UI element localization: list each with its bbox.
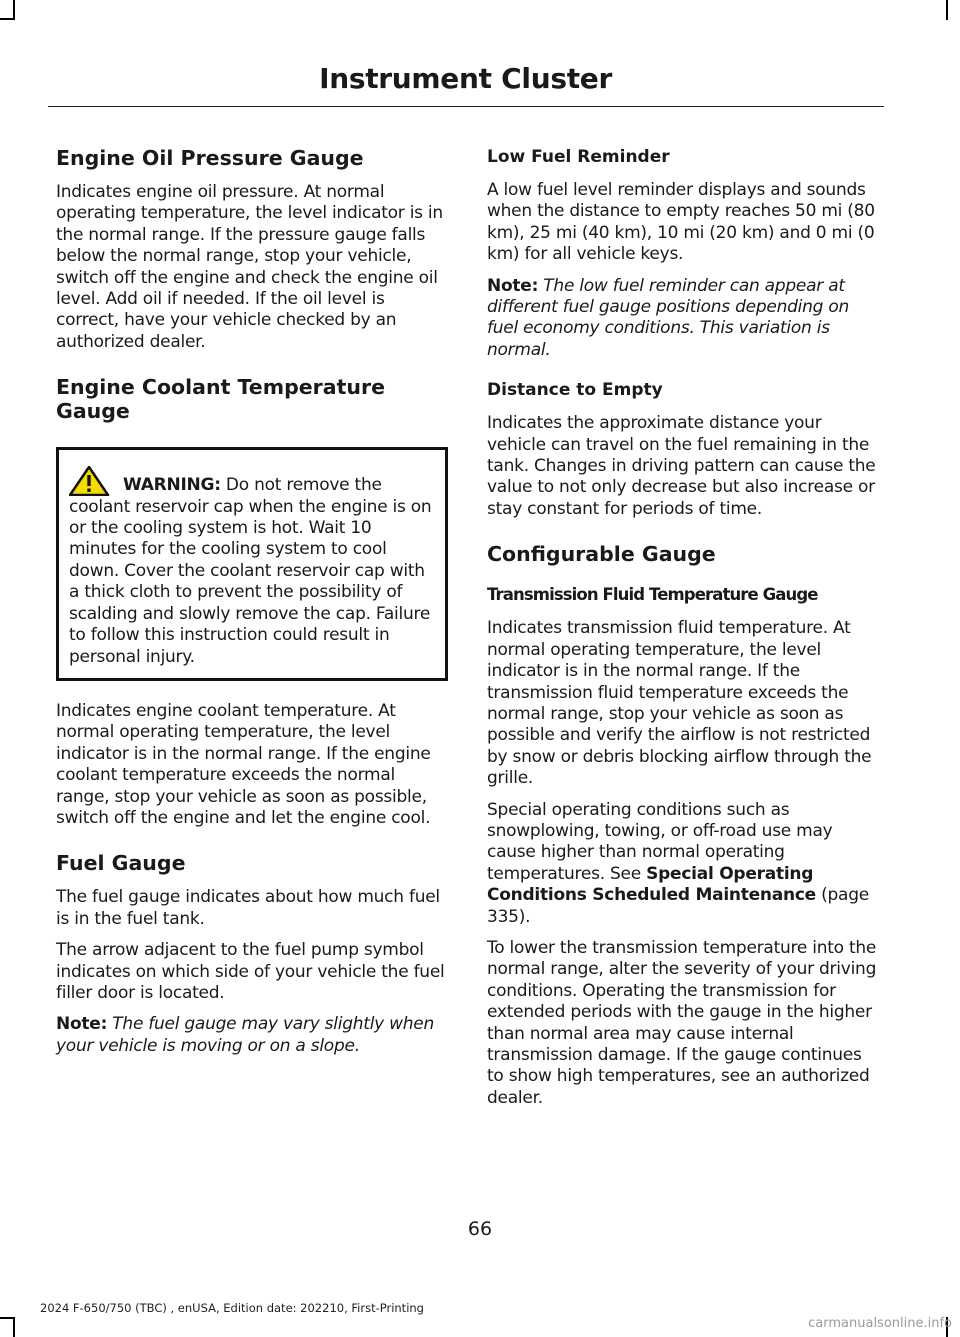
- warning-label: WARNING:: [123, 475, 221, 496]
- low-fuel-note: [487, 276, 883, 362]
- transmission-fluid-heading: Transmission Fluid Temperature Gauge: [487, 585, 818, 605]
- crop-mark: [946, 0, 948, 20]
- special-conditions-intro: Special operating conditions such as snowplowing, towing, or off-road use may cause higher than normal operating temperatures. See: [487, 799, 833, 884]
- oil-pressure-heading: Engine Oil Pressure Gauge: [56, 146, 364, 170]
- watermark: carmanualsonline.info: [808, 1316, 952, 1331]
- transmission-fluid-text-3: To lower the transmission temperature into the normal range, alter the severity of your driving conditions. Operating the transmission for extended periods with the gauge in the higher than normal area may cause internal transmission damage. If the gauge continues to show high temperatures, see an authorized dealer.: [487, 937, 877, 1108]
- header-divider: [48, 106, 884, 107]
- low-fuel-heading: Low Fuel Reminder: [487, 147, 670, 167]
- crop-mark: [0, 1317, 15, 1319]
- crop-mark: [0, 18, 15, 20]
- note-label: Note:: [487, 275, 539, 296]
- footer-edition: 2024 F-650/750 (TBC) , enUSA, Edition date: 202210, First-Printing: [40, 1301, 424, 1315]
- right-column: [487, 146, 883, 1119]
- oil-pressure-text: Indicates engine oil pressure. At normal operating temperature, the level indicator is in the normal range. If the pressure gauge falls below the normal range, stop your vehicle, switch off the engine and check the engine oil level. Add oil if needed. If the oil level is correct, have your vehicle checked by an authorized dealer.: [56, 182, 443, 352]
- warning-text: Do not remove the coolant reservoir cap when the engine is on or the cooling system is hot. Wait 10 minutes for the cooling system to cool down. Cover the coolant reservoir cap with a thick cloth to prevent the possibility of scalding and slowly remove the cap. Failure to follow this instruction could result in personal injury.: [69, 475, 432, 667]
- fuel-gauge-text-1: The fuel gauge indicates about how much fuel is in the fuel tank.: [56, 887, 440, 929]
- page-reference: (page 335).: [487, 885, 869, 927]
- fuel-gauge-note: [56, 1014, 448, 1057]
- crop-mark: [13, 0, 15, 20]
- special-conditions-link[interactable]: Special Operating Conditions Scheduled Maintenance: [487, 863, 816, 906]
- coolant-text: Indicates engine coolant temperature. At normal operating temperature, the level indicator is in the normal range. If the engine coolant temperature exceeds the normal range, stop your vehicle as soon as possible, switch off the engine and let the engine cool.: [56, 700, 431, 828]
- distance-to-empty-text: Indicates the approximate distance your vehicle can travel on the fuel remaining in the tank. Changes in driving pattern can cause the value to not only decrease but also increase or stay constant for periods of time.: [487, 413, 876, 519]
- note-label: Note:: [56, 1014, 108, 1035]
- page-number: 66: [467, 1218, 493, 1240]
- transmission-fluid-text-2: [487, 800, 883, 928]
- transmission-fluid-text-1: Indicates transmission fluid temperature. At normal operating temperature, the level indicator is in the normal range. If the transmission fluid temperature exceeds the normal range, stop your vehicle as soon as possible and verify the airflow is not restricted by snow or debris blocking airflow through the grille.: [487, 618, 872, 789]
- note-text: The low fuel reminder can appear at different fuel gauge positions depending on fuel economy conditions. This variation is normal.: [487, 275, 849, 360]
- coolant-heading: Engine Coolant Temperature Gauge: [56, 375, 385, 424]
- note-text: The fuel gauge may vary slightly when your vehicle is moving or on a slope.: [56, 1014, 435, 1056]
- fuel-gauge-text-2: The arrow adjacent to the fuel pump symbol indicates on which side of your vehicle the fuel filler door is located.: [56, 940, 445, 1003]
- distance-to-empty-heading: Distance to Empty: [487, 380, 663, 401]
- warning-box: [56, 447, 448, 681]
- configurable-gauge-heading: Configurable Gauge: [487, 542, 716, 567]
- crop-mark: [13, 1317, 15, 1337]
- fuel-gauge-heading: Fuel Gauge: [56, 851, 186, 876]
- low-fuel-text: A low fuel level reminder displays and sounds when the distance to empty reaches 50 mi (80 km), 25 mi (40 km), 10 mi (20 km) and 0 mi (0 km) for all vehicle keys.: [487, 180, 875, 265]
- page-title: Instrument Cluster: [319, 62, 612, 95]
- warning-triangle-icon: [69, 466, 113, 496]
- left-column: [56, 146, 448, 1067]
- warning-paragraph: [69, 466, 437, 668]
